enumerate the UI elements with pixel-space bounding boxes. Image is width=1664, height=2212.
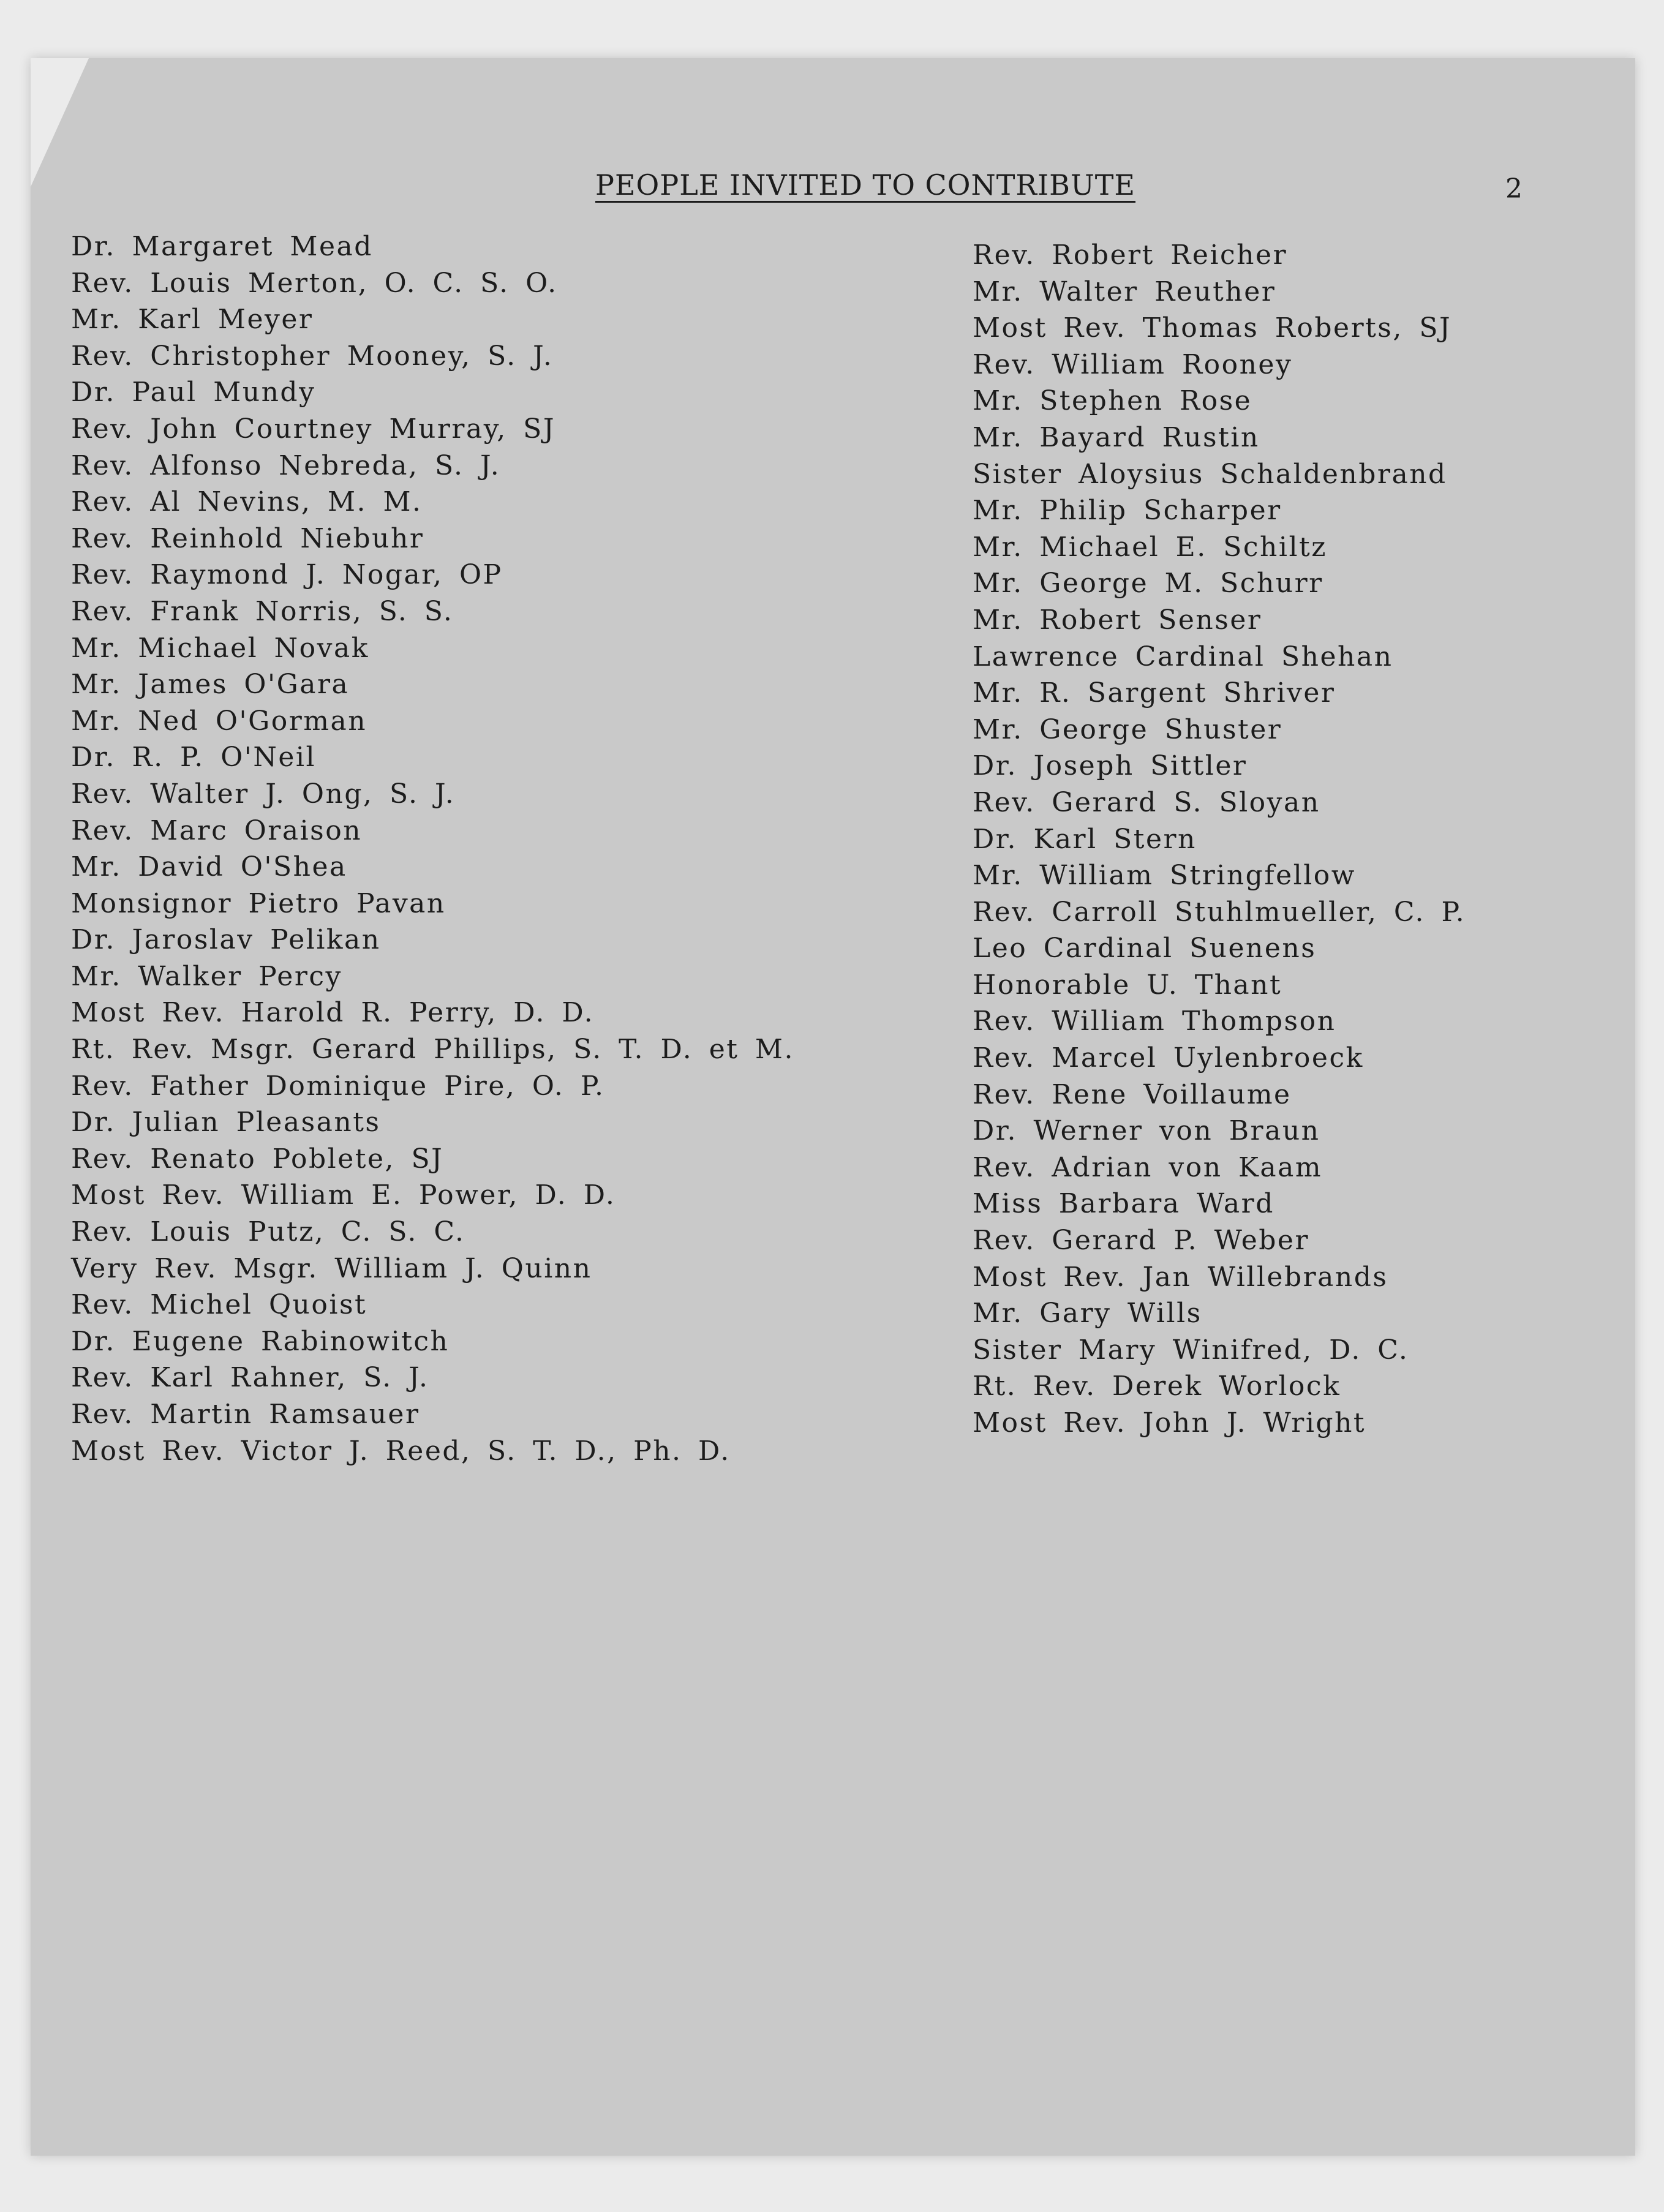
list-item: Rev. Michel Quoist: [71, 1289, 367, 1321]
list-item: Mr. Bayard Rustin: [973, 421, 1260, 453]
list-item: Mr. Ned O'Gorman: [71, 705, 367, 737]
list-item: Mr. Gary Wills: [973, 1298, 1202, 1330]
list-item: Mr. Stephen Rose: [973, 385, 1252, 417]
list-item: Sister Mary Winifred, D. C.: [973, 1334, 1409, 1366]
list-item: Mr. Walker Percy: [71, 960, 342, 992]
list-item: Rev. Walter J. Ong, S. J.: [71, 778, 456, 810]
list-item: Rev. Martin Ramsauer: [71, 1399, 420, 1430]
list-item: Rev. Rene Voillaume: [973, 1078, 1292, 1110]
list-item: Rev. Al Nevins, M. M.: [71, 486, 423, 518]
list-item: Mr. Robert Senser: [973, 604, 1262, 636]
list-item: Dr. Karl Stern: [973, 823, 1197, 855]
list-item: Mr. R. Sargent Shriver: [973, 677, 1336, 709]
list-item: Rev. Robert Reicher: [973, 239, 1288, 271]
list-item: Rev. Karl Rahner, S. J.: [71, 1362, 429, 1394]
list-item: Dr. Jaroslav Pelikan: [71, 924, 381, 956]
list-item: Rev. Father Dominique Pire, O. P.: [71, 1070, 605, 1102]
page-title: PEOPLE INVITED TO CONTRIBUTE: [595, 168, 1136, 201]
list-item: Honorable U. Thant: [973, 969, 1282, 1001]
list-item: Mr. David O'Shea: [71, 851, 347, 883]
list-item: Most Rev. Thomas Roberts, SJ: [973, 312, 1452, 344]
list-item: Rev. Marcel Uylenbroeck: [973, 1042, 1364, 1074]
list-item: Dr. Margaret Mead: [71, 231, 373, 262]
list-item: Most Rev. William E. Power, D. D.: [71, 1179, 616, 1211]
list-item: Rev. Christopher Mooney, S. J.: [71, 340, 554, 372]
folded-corner: [31, 58, 89, 187]
list-item: Dr. Eugene Rabinowitch: [71, 1325, 450, 1357]
list-item: Rev. Louis Putz, C. S. C.: [71, 1216, 465, 1248]
list-item: Mr. Walter Reuther: [973, 276, 1276, 307]
list-item: Rev. John Courtney Murray, SJ: [71, 413, 555, 445]
list-item: Rev. Carroll Stuhlmueller, C. P.: [973, 896, 1466, 928]
list-item: Rev. Renato Poblete, SJ: [71, 1143, 444, 1175]
list-item: Rev. Gerard P. Weber: [973, 1225, 1309, 1257]
list-item: Dr. Werner von Braun: [973, 1115, 1320, 1147]
list-item: Mr. George Shuster: [973, 713, 1282, 745]
document-page: [31, 58, 1635, 2156]
name-list-right-column: [973, 237, 1466, 1442]
list-item: Mr. Karl Meyer: [71, 304, 314, 336]
list-item: Most Rev. Jan Willebrands: [973, 1261, 1388, 1293]
list-item: Mr. George M. Schurr: [973, 568, 1323, 600]
list-item: Lawrence Cardinal Shehan: [973, 641, 1393, 672]
name-list-left-column: [71, 228, 794, 1469]
list-item: Mr. Michael Novak: [71, 632, 369, 664]
list-item: Mr. James O'Gara: [71, 669, 350, 701]
list-item: Rt. Rev. Msgr. Gerard Phillips, S. T. D. et M.: [71, 1034, 794, 1066]
list-item: Most Rev. Harold R. Perry, D. D.: [71, 997, 595, 1029]
list-item: Most Rev. John J. Wright: [973, 1407, 1366, 1439]
list-item: Rev. Frank Norris, S. S.: [71, 595, 454, 627]
list-item: Dr. Joseph Sittler: [973, 750, 1248, 782]
list-item: Rev. Louis Merton, O. C. S. O.: [71, 267, 558, 299]
list-item: Leo Cardinal Suenens: [973, 933, 1317, 965]
list-item: Rev. Adrian von Kaam: [973, 1151, 1323, 1183]
list-item: Rev. Reinhold Niebuhr: [71, 522, 424, 554]
list-item: Monsignor Pietro Pavan: [71, 887, 446, 919]
list-item: Dr. Julian Pleasants: [71, 1107, 381, 1138]
list-item: Most Rev. Victor J. Reed, S. T. D., Ph. D.: [71, 1435, 731, 1467]
list-item: Rev. Raymond J. Nogar, OP: [71, 559, 503, 591]
list-item: Mr. Michael E. Schiltz: [973, 531, 1327, 563]
list-item: Rt. Rev. Derek Worlock: [973, 1371, 1341, 1402]
list-item: Sister Aloysius Schaldenbrand: [973, 458, 1447, 490]
list-item: Miss Barbara Ward: [973, 1188, 1274, 1220]
list-item: Rev. Marc Oraison: [71, 814, 363, 846]
list-item: Rev. William Thompson: [973, 1006, 1336, 1037]
list-item: Rev. William Rooney: [973, 348, 1293, 380]
list-item: Mr. Philip Scharper: [973, 495, 1282, 527]
list-item: Rev. Gerard S. Sloyan: [973, 786, 1320, 818]
list-item: Mr. William Stringfellow: [973, 860, 1356, 892]
list-item: Dr. R. P. O'Neil: [71, 742, 317, 773]
list-item: Dr. Paul Mundy: [71, 377, 316, 408]
list-item: Very Rev. Msgr. William J. Quinn: [71, 1252, 592, 1284]
page-number: 2: [1505, 173, 1523, 205]
list-item: Rev. Alfonso Nebreda, S. J.: [71, 450, 501, 481]
